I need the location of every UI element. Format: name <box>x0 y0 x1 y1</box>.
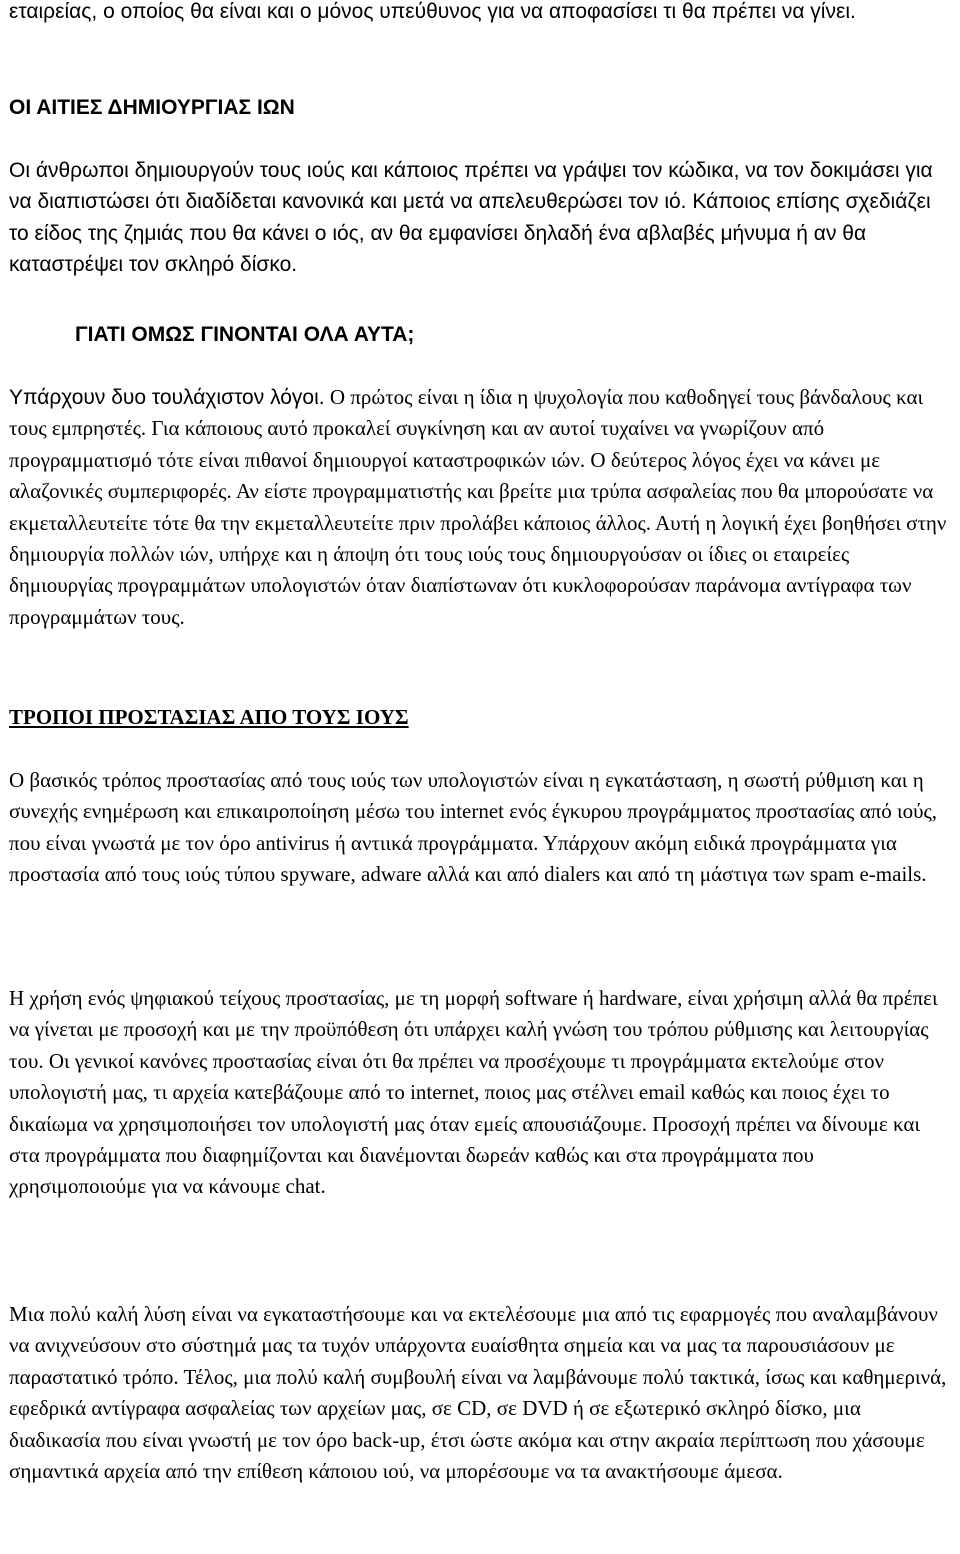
paragraph-protection-2: Η χρήση ενός ψηφιακού τείχους προστασίας, με τη μορφή software ή hardware, είναι χρήσιμη αλλά θα πρέπει να γίνεται με προσοχή και με την προϋπόθεση ότι υπάρχει καλή γνώση του τρόπου ρύθμισης και λειτουργίας του. Οι γενικοί κανόνες προστασίας είναι ότι θα πρέπει να προσέχουμε τι προγράμματα εκτελούμε στον υπολογιστή μας, τι αρχεία κατεβάζουμε από το internet, ποιος μας στέλνει email καθώς και ποιος έχει το δικαίωμα να χρησιμοποιήσει τον υπολογιστή μας όταν εμείς απουσιάζουμε. Προσοχή πρέπει να δίνουμε και στα προγράμματα που διαφημίζονται και διανέμονται δωρεάν καθώς και στα προγράμματα που χρησιμοποιούμε για να κάνουμε chat. <box>9 986 938 1199</box>
heading-causes: ΟΙ ΑΙΤΙΕΣ ΔΗΜΙΟΥΡΓΙΑΣ ΙΩΝ <box>9 96 295 119</box>
paragraph-why <box>9 382 952 633</box>
paragraph-why-part2: Ο πρώτος είναι η ίδια η ψυχολογία που καθοδηγεί τους βάνδαλους και τους εμπρηστές. Για κάποιους αυτό προκαλεί συγκίνηση και αν αυτοί τυχαίνει να γνωρίζουν από προγραμματισμό τότε είναι πιθανοί δημιουργοί καταστροφικών ιών. Ο δεύτερος λόγος έχει να κάνει με αλαζονικές συμπεριφορές. Αν είστε προγραμματιστής και βρείτε μια τρύπα ασφαλείας που θα μπορούσατε να εκμεταλλευτείτε τότε θα την εκμεταλλευτείτε πριν προλάβει κάποιος άλλος. Αυτή η λογική έχει βοηθήσει στην δημιουργία πολλών ιών, υπήρχε και η άποψη ότι τους ιούς τους δημιουργούσαν οι ίδιες οι εταιρείες δημιουργίας προγραμμάτων υπολογιστών όταν διαπίστωναν ότι κυκλοφορούσαν παράνομα αντίγραφα των προγραμμάτων τους. <box>9 385 947 629</box>
paragraph-protection-1: Ο βασικός τρόπος προστασίας από τους ιούς των υπολογιστών είναι η εγκατάσταση, η σωστή ρύθμιση και η συνεχής ενημέρωση και επικαιροποίηση μέσω του internet ενός έγκυρου προγράμματος προστασίας από ιούς, που είναι γνωστά με τον όρο antivirus ή αντιικά προγράμματα. Υπάρχουν ακόμη ειδικά προγράμματα για προστασία από τους ιούς τύπου spyware, adware αλλά και από dialers και από τη μάστιγα των spam e-mails. <box>9 768 938 887</box>
paragraph-why-part1: Υπάρχουν δυο τουλάχιστον λόγοι. <box>9 386 325 409</box>
heading-why: ΓΙΑΤΙ ΟΜΩΣ ΓΙΝΟΝΤΑΙ ΟΛΑ ΑΥΤΑ; <box>75 323 415 346</box>
paragraph-causes-part1: Οι άνθρωποι δημιουργούν τους ιούς και κάποιος πρέπει να γράψει τον κώδικα, να τον δοκιμάσει για να διαπιστώσει ότι διαδίδεται κανονικά και μετά να απελευθερώσει τον ιό. <box>9 159 933 214</box>
intro-paragraph: εταιρείας, ο οποίος θα είναι και ο μόνος υπεύθυνος για να αποφασίσει τι θα πρέπει να γίνει. <box>9 0 856 23</box>
paragraph-causes-part2: Κάποιος επίσης σχεδιάζει το είδος της ζημιάς που θα κάνει ο ιός, αν θα εμφανίσει δηλαδή ένα αβλαβές μήνυμα ή αν θα καταστρέψει τον σκληρό δίσκο. <box>9 190 931 277</box>
paragraph-protection-3: Μια πολύ καλή λύση είναι να εγκαταστήσουμε και να εκτελέσουμε μια από τις εφαρμογές που αναλαμβάνουν να ανιχνεύσουν στο σύστημά μας τα τυχόν υπάρχοντα ευαίσθητα σημεία και να μας τα παρουσιάσουν με παραστατικό τρόπο. Τέλος, μια πολύ καλή συμβουλή είναι να λαμβάνουμε πολύ τακτικά, ίσως και καθημερινά, εφεδρικά αντίγραφα ασφαλείας των αρχείων μας, σε CD, σε DVD ή σε εξωτερικό σκληρό δίσκο, μια διαδικασία που είναι γνωστή με τον όρο back-up, έτσι ώστε ακόμα και στην ακραία περίπτωση που χάσουμε σημαντικά αρχεία από την επίθεση κάποιου ιού, να μπορέσουμε να τα ανακτήσουμε άμεσα. <box>9 1302 947 1484</box>
heading-protection: ΤΡΟΠΟΙ ΠΡΟΣΤΑΣΙΑΣ ΑΠΟ ΤΟΥΣ ΙΟΥΣ <box>9 705 409 729</box>
paragraph-causes <box>9 155 952 281</box>
